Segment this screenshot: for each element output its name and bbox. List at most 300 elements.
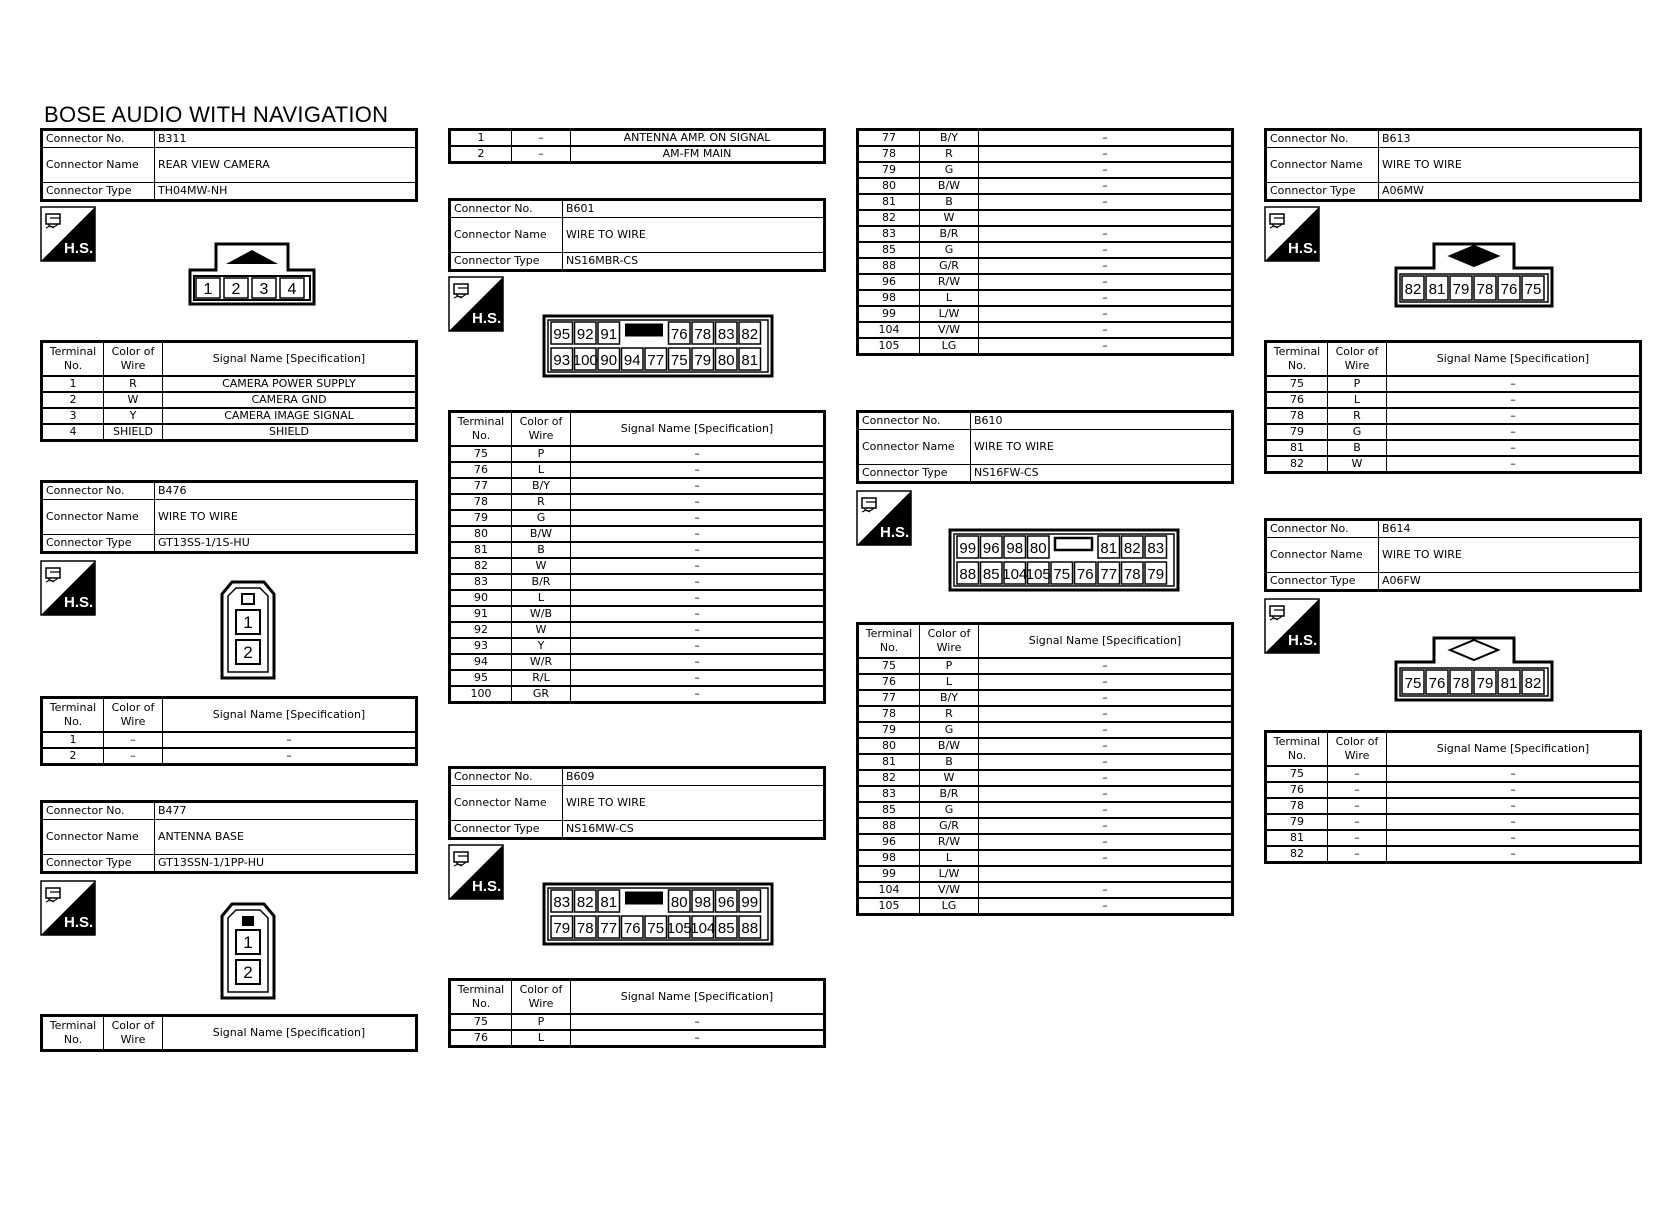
connector-no-value: B311 bbox=[155, 130, 417, 148]
terminal-no-cell: 92 bbox=[450, 622, 512, 638]
table-row bbox=[450, 462, 825, 478]
pin-number: 93 bbox=[553, 352, 571, 369]
wire-color-cell: W bbox=[920, 210, 979, 226]
terminal-no-cell: 105 bbox=[858, 338, 920, 355]
connector-face-b613 bbox=[1394, 242, 1554, 308]
hs-badge-icon bbox=[40, 880, 96, 936]
signal-table-b477-continued bbox=[448, 128, 826, 164]
pin-number: 104 bbox=[690, 920, 716, 937]
connector-no-label: Connector No. bbox=[1266, 130, 1379, 148]
table-row bbox=[1266, 408, 1641, 424]
signal-name-cell: – bbox=[979, 882, 1233, 898]
connector-header-b601 bbox=[448, 198, 826, 272]
signal-name-cell: – bbox=[1387, 766, 1641, 782]
connector-name-label: Connector Name bbox=[450, 218, 563, 253]
signal-name-cell: – bbox=[1387, 814, 1641, 830]
color-of-wire-header: Color of Wire bbox=[920, 624, 979, 659]
table-row bbox=[858, 722, 1233, 738]
table-row bbox=[1266, 846, 1641, 863]
pin-number: 77 bbox=[600, 920, 618, 937]
signal-name-cell: – bbox=[163, 748, 417, 765]
wire-color-cell: B/W bbox=[512, 526, 571, 542]
table-row bbox=[858, 194, 1233, 210]
terminal-no-cell: 77 bbox=[858, 690, 920, 706]
connector-type-value: GT13SSN-1/1PP-HU bbox=[155, 855, 417, 873]
signal-name-header: Signal Name [Specification] bbox=[163, 342, 417, 377]
signal-name-cell: – bbox=[571, 590, 825, 606]
wire-color-cell: G bbox=[920, 802, 979, 818]
connector-header-b477 bbox=[40, 800, 418, 874]
hs-badge-label: H.S. bbox=[64, 594, 94, 611]
connector-face-b311 bbox=[188, 242, 318, 314]
pin-number: 95 bbox=[553, 326, 571, 343]
table-row bbox=[450, 574, 825, 590]
pin-number: 91 bbox=[600, 326, 618, 343]
terminal-no-cell: 81 bbox=[450, 542, 512, 558]
signal-name-cell: – bbox=[979, 322, 1233, 338]
wire-color-cell: B bbox=[1328, 440, 1387, 456]
wire-color-cell: L bbox=[512, 590, 571, 606]
table-row bbox=[858, 834, 1233, 850]
signal-name-cell: – bbox=[571, 638, 825, 654]
pin-number: 82 bbox=[1524, 675, 1542, 692]
terminal-no-cell: 81 bbox=[1266, 830, 1328, 846]
wire-color-cell: – bbox=[512, 146, 571, 163]
pin-number: 75 bbox=[647, 920, 665, 937]
signal-name-cell: – bbox=[979, 242, 1233, 258]
connector-face-b601 bbox=[542, 314, 774, 378]
terminal-no-cell: 96 bbox=[858, 834, 920, 850]
wire-color-cell: G/R bbox=[920, 258, 979, 274]
table-row bbox=[450, 638, 825, 654]
terminal-no-cell: 104 bbox=[858, 882, 920, 898]
connector-no-label: Connector No. bbox=[1266, 520, 1379, 538]
connector-name-value: WIRE TO WIRE bbox=[1379, 148, 1641, 183]
wire-color-cell: W bbox=[512, 622, 571, 638]
pin-number: 2 bbox=[243, 643, 253, 662]
wire-color-cell: – bbox=[104, 748, 163, 765]
connector-type-value: NS16MBR-CS bbox=[563, 253, 825, 271]
wire-color-cell: W/R bbox=[512, 654, 571, 670]
wire-color-cell: G bbox=[512, 510, 571, 526]
terminal-no-cell: 3 bbox=[42, 408, 104, 424]
wire-color-cell: B/R bbox=[920, 786, 979, 802]
wire-color-cell: LG bbox=[920, 898, 979, 915]
pin-number: 82 bbox=[1123, 540, 1141, 557]
signal-table-b477 bbox=[40, 1014, 418, 1052]
pin-number: 2 bbox=[231, 281, 241, 298]
connector-type-value: A06FW bbox=[1379, 573, 1641, 591]
hs-badge-icon bbox=[40, 560, 96, 616]
pin-number: 81 bbox=[600, 894, 618, 911]
pin-number: 80 bbox=[1029, 540, 1047, 557]
table-row bbox=[450, 130, 825, 147]
table-row bbox=[450, 526, 825, 542]
terminal-no-cell: 82 bbox=[858, 210, 920, 226]
table-row bbox=[858, 162, 1233, 178]
wire-color-cell: Y bbox=[512, 638, 571, 654]
keyway bbox=[1055, 538, 1092, 550]
connector-name-value: WIRE TO WIRE bbox=[563, 218, 825, 253]
terminal-no-cell: 99 bbox=[858, 866, 920, 882]
signal-name-cell: – bbox=[979, 130, 1233, 147]
signal-name-header: Signal Name [Specification] bbox=[571, 980, 825, 1015]
wire-color-cell: – bbox=[1328, 830, 1387, 846]
connector-no-label: Connector No. bbox=[42, 130, 155, 148]
table-row bbox=[42, 376, 417, 392]
terminal-no-cell: 78 bbox=[858, 706, 920, 722]
pin-number: 88 bbox=[959, 566, 977, 583]
connector-face-b610 bbox=[948, 528, 1180, 592]
signal-name-cell: – bbox=[571, 654, 825, 670]
terminal-no-cell: 95 bbox=[450, 670, 512, 686]
signal-name-cell: – bbox=[571, 622, 825, 638]
wire-color-cell: L bbox=[920, 290, 979, 306]
signal-name-cell: – bbox=[571, 670, 825, 686]
signal-name-cell: – bbox=[979, 306, 1233, 322]
table-row bbox=[858, 274, 1233, 290]
pin-number: 85 bbox=[717, 920, 735, 937]
connector-no-label: Connector No. bbox=[42, 802, 155, 820]
wire-color-cell: – bbox=[1328, 766, 1387, 782]
terminal-no-cell: 77 bbox=[858, 130, 920, 147]
wire-color-cell: R bbox=[104, 376, 163, 392]
wire-color-cell: SHIELD bbox=[104, 424, 163, 441]
signal-name-cell: – bbox=[979, 754, 1233, 770]
color-of-wire-header: Color of Wire bbox=[1328, 342, 1387, 377]
terminal-no-cell: 76 bbox=[1266, 782, 1328, 798]
pin-number: 79 bbox=[694, 352, 712, 369]
signal-name-cell: – bbox=[1387, 408, 1641, 424]
table-row bbox=[858, 818, 1233, 834]
signal-name-cell: – bbox=[979, 226, 1233, 242]
table-row bbox=[450, 606, 825, 622]
wire-color-cell: R bbox=[920, 146, 979, 162]
connector-type-label: Connector Type bbox=[42, 855, 155, 873]
terminal-no-cell: 82 bbox=[450, 558, 512, 574]
table-row bbox=[450, 558, 825, 574]
table-row bbox=[1266, 782, 1641, 798]
pin-number: 78 bbox=[1476, 281, 1494, 298]
terminal-no-cell: 82 bbox=[858, 770, 920, 786]
wire-color-cell: P bbox=[512, 446, 571, 462]
terminal-no-cell: 98 bbox=[858, 850, 920, 866]
pin-number: 75 bbox=[1404, 675, 1422, 692]
pin-number: 82 bbox=[1404, 281, 1422, 298]
table-row bbox=[858, 802, 1233, 818]
connector-no-value: B609 bbox=[563, 768, 825, 786]
table-row bbox=[450, 1014, 825, 1030]
connector-name-value: REAR VIEW CAMERA bbox=[155, 148, 417, 183]
pin-number: 80 bbox=[717, 352, 735, 369]
wire-color-cell: P bbox=[920, 658, 979, 674]
pin-number: 105 bbox=[1025, 566, 1051, 583]
table-row bbox=[858, 770, 1233, 786]
color-of-wire-header: Color of Wire bbox=[512, 980, 571, 1015]
pin-number: 75 bbox=[670, 352, 688, 369]
signal-table-b609 bbox=[448, 978, 826, 1048]
connector-no-value: B613 bbox=[1379, 130, 1641, 148]
wire-color-cell: V/W bbox=[920, 322, 979, 338]
wire-color-cell: – bbox=[1328, 814, 1387, 830]
signal-name-cell: – bbox=[979, 194, 1233, 210]
wire-color-cell: W bbox=[104, 392, 163, 408]
terminal-no-cell: 79 bbox=[858, 162, 920, 178]
signal-name-cell: – bbox=[979, 658, 1233, 674]
signal-name-header: Signal Name [Specification] bbox=[979, 624, 1233, 659]
terminal-no-cell: 4 bbox=[42, 424, 104, 441]
table-row bbox=[450, 446, 825, 462]
terminal-no-cell: 81 bbox=[858, 194, 920, 210]
signal-name-cell: – bbox=[571, 558, 825, 574]
connector-no-label: Connector No. bbox=[858, 412, 971, 430]
table-row bbox=[858, 290, 1233, 306]
pin-number: 3 bbox=[259, 281, 269, 298]
terminal-no-cell: 77 bbox=[450, 478, 512, 494]
connector-header-b610 bbox=[856, 410, 1234, 484]
terminal-no-cell: 76 bbox=[450, 1030, 512, 1047]
terminal-no-cell: 78 bbox=[1266, 798, 1328, 814]
table-row bbox=[858, 690, 1233, 706]
wire-color-cell: B bbox=[920, 754, 979, 770]
terminal-no-cell: 2 bbox=[42, 748, 104, 765]
table-row bbox=[858, 146, 1233, 162]
table-row bbox=[858, 786, 1233, 802]
connector-no-value: B601 bbox=[563, 200, 825, 218]
wire-color-cell: L bbox=[512, 1030, 571, 1047]
terminal-no-cell: 90 bbox=[450, 590, 512, 606]
signal-name-cell: – bbox=[571, 1014, 825, 1030]
table-row bbox=[858, 658, 1233, 674]
table-row bbox=[858, 674, 1233, 690]
connector-name-value: ANTENNA BASE bbox=[155, 820, 417, 855]
terminal-no-cell: 94 bbox=[450, 654, 512, 670]
wire-color-cell: R/W bbox=[920, 834, 979, 850]
connector-type-value: NS16MW-CS bbox=[563, 821, 825, 839]
pin-number: 78 bbox=[1452, 675, 1470, 692]
pin-number: 82 bbox=[576, 894, 594, 911]
table-row bbox=[450, 146, 825, 163]
table-row bbox=[450, 510, 825, 526]
wire-color-cell: – bbox=[512, 130, 571, 147]
signal-name-cell: – bbox=[571, 1030, 825, 1047]
terminal-no-cell: 99 bbox=[858, 306, 920, 322]
pin-number: 76 bbox=[1428, 675, 1446, 692]
keyway bbox=[626, 892, 663, 904]
terminal-no-cell: 78 bbox=[858, 146, 920, 162]
wire-color-cell: L bbox=[1328, 392, 1387, 408]
connector-no-value: B614 bbox=[1379, 520, 1641, 538]
signal-name-cell: – bbox=[979, 738, 1233, 754]
table-row bbox=[858, 258, 1233, 274]
wire-color-cell: B/Y bbox=[920, 690, 979, 706]
table-row bbox=[42, 392, 417, 408]
terminal-no-cell: 78 bbox=[1266, 408, 1328, 424]
signal-name-cell: – bbox=[979, 338, 1233, 355]
wire-color-cell: G bbox=[920, 722, 979, 738]
pin-number: 76 bbox=[1500, 281, 1518, 298]
terminal-no-cell: 79 bbox=[450, 510, 512, 526]
pin-number: 76 bbox=[670, 326, 688, 343]
terminal-no-cell: 78 bbox=[450, 494, 512, 510]
terminal-no-cell: 75 bbox=[1266, 766, 1328, 782]
signal-name-cell: – bbox=[571, 462, 825, 478]
connector-face-b477 bbox=[220, 902, 276, 1002]
signal-name-cell: AM-FM MAIN bbox=[571, 146, 825, 163]
terminal-no-cell: 91 bbox=[450, 606, 512, 622]
connector-type-value: GT13SS-1/1S-HU bbox=[155, 535, 417, 553]
pin-number: 81 bbox=[1428, 281, 1446, 298]
color-of-wire-header: Color of Wire bbox=[512, 412, 571, 447]
connector-type-label: Connector Type bbox=[1266, 183, 1379, 201]
signal-name-header: Signal Name [Specification] bbox=[163, 698, 417, 733]
signal-name-cell: – bbox=[979, 178, 1233, 194]
connector-name-label: Connector Name bbox=[450, 786, 563, 821]
signal-name-cell: – bbox=[1387, 830, 1641, 846]
wire-color-cell: P bbox=[512, 1014, 571, 1030]
table-row bbox=[858, 866, 1233, 882]
connector-name-label: Connector Name bbox=[42, 148, 155, 183]
signal-name-cell: CAMERA GND bbox=[163, 392, 417, 408]
table-row bbox=[858, 882, 1233, 898]
signal-table-b476 bbox=[40, 696, 418, 766]
wire-color-cell: B/R bbox=[512, 574, 571, 590]
wire-color-cell: B/W bbox=[920, 738, 979, 754]
terminal-no-cell: 80 bbox=[858, 178, 920, 194]
terminal-no-header: Terminal No. bbox=[42, 342, 104, 377]
wire-color-cell: B/R bbox=[920, 226, 979, 242]
signal-name-cell: ANTENNA AMP. ON SIGNAL bbox=[571, 130, 825, 147]
table-row bbox=[450, 670, 825, 686]
hs-badge-label: H.S. bbox=[64, 914, 94, 931]
pin-number: 75 bbox=[1053, 566, 1071, 583]
terminal-no-cell: 85 bbox=[858, 802, 920, 818]
wire-color-cell: P bbox=[1328, 376, 1387, 392]
terminal-no-cell: 88 bbox=[858, 818, 920, 834]
signal-name-header: Signal Name [Specification] bbox=[1387, 732, 1641, 767]
terminal-no-cell: 1 bbox=[42, 732, 104, 748]
terminal-no-cell: 93 bbox=[450, 638, 512, 654]
hs-badge-icon bbox=[448, 276, 504, 332]
table-row bbox=[450, 1030, 825, 1047]
wire-color-cell: R/L bbox=[512, 670, 571, 686]
terminal-no-cell: 75 bbox=[1266, 376, 1328, 392]
wire-color-cell: L bbox=[920, 674, 979, 690]
connector-no-label: Connector No. bbox=[42, 482, 155, 500]
wire-color-cell: V/W bbox=[920, 882, 979, 898]
terminal-no-cell: 2 bbox=[42, 392, 104, 408]
pin-number: 76 bbox=[623, 920, 641, 937]
hs-badge-label: H.S. bbox=[472, 878, 502, 895]
wire-color-cell: Y bbox=[104, 408, 163, 424]
table-row bbox=[450, 542, 825, 558]
connector-name-label: Connector Name bbox=[42, 820, 155, 855]
pin-number: 81 bbox=[1100, 540, 1118, 557]
signal-name-header: Signal Name [Specification] bbox=[571, 412, 825, 447]
signal-name-cell: – bbox=[979, 818, 1233, 834]
pin-number: 98 bbox=[694, 894, 712, 911]
terminal-no-cell: 75 bbox=[450, 1014, 512, 1030]
table-row bbox=[858, 738, 1233, 754]
table-row bbox=[450, 494, 825, 510]
pin-number: 1 bbox=[243, 933, 253, 952]
connector-type-label: Connector Type bbox=[858, 465, 971, 483]
terminal-no-header: Terminal No. bbox=[450, 412, 512, 447]
signal-name-cell: – bbox=[979, 706, 1233, 722]
signal-name-cell: – bbox=[1387, 456, 1641, 473]
connector-header-b614 bbox=[1264, 518, 1642, 592]
pin-number: 79 bbox=[1476, 675, 1494, 692]
signal-name-cell: – bbox=[979, 770, 1233, 786]
signal-table-b613 bbox=[1264, 340, 1642, 474]
terminal-no-cell: 79 bbox=[1266, 814, 1328, 830]
terminal-no-cell: 98 bbox=[858, 290, 920, 306]
signal-name-cell: – bbox=[979, 674, 1233, 690]
signal-table-b609-continued bbox=[856, 128, 1234, 356]
connector-face-b609 bbox=[542, 882, 774, 946]
pin-number: 79 bbox=[1452, 281, 1470, 298]
signal-name-cell: – bbox=[979, 274, 1233, 290]
hs-badge-icon bbox=[40, 206, 96, 262]
table-row bbox=[858, 706, 1233, 722]
wire-color-cell: L/W bbox=[920, 866, 979, 882]
signal-name-cell: – bbox=[1387, 846, 1641, 863]
hs-badge-label: H.S. bbox=[472, 310, 502, 327]
connector-type-value: NS16FW-CS bbox=[971, 465, 1233, 483]
pin-number: 78 bbox=[576, 920, 594, 937]
terminal-no-cell: 2 bbox=[450, 146, 512, 163]
pin-number: 100 bbox=[572, 352, 598, 369]
table-row bbox=[1266, 766, 1641, 782]
table-row bbox=[42, 408, 417, 424]
terminal-no-cell: 81 bbox=[1266, 440, 1328, 456]
connector-type-label: Connector Type bbox=[42, 535, 155, 553]
wire-color-cell: B/W bbox=[920, 178, 979, 194]
terminal-no-cell: 104 bbox=[858, 322, 920, 338]
connector-header-b311 bbox=[40, 128, 418, 202]
connector-no-label: Connector No. bbox=[450, 200, 563, 218]
signal-name-cell: – bbox=[979, 802, 1233, 818]
hs-badge-icon bbox=[856, 490, 912, 546]
terminal-no-cell: 79 bbox=[858, 722, 920, 738]
pin-number: 94 bbox=[623, 352, 641, 369]
pin-number: 77 bbox=[647, 352, 665, 369]
wire-color-cell: L bbox=[920, 850, 979, 866]
pin-number: 88 bbox=[741, 920, 759, 937]
connector-name-value: WIRE TO WIRE bbox=[1379, 538, 1641, 573]
signal-name-cell: CAMERA IMAGE SIGNAL bbox=[163, 408, 417, 424]
table-row bbox=[1266, 440, 1641, 456]
page-title: BOSE AUDIO WITH NAVIGATION bbox=[44, 102, 389, 127]
hs-badge-icon bbox=[448, 844, 504, 900]
pin-number: 1 bbox=[203, 281, 213, 298]
signal-name-cell: – bbox=[979, 834, 1233, 850]
table-row bbox=[42, 732, 417, 748]
table-row bbox=[858, 850, 1233, 866]
terminal-no-header: Terminal No. bbox=[1266, 342, 1328, 377]
signal-name-cell: – bbox=[979, 722, 1233, 738]
pin-number: 82 bbox=[741, 326, 759, 343]
terminal-no-cell: 75 bbox=[858, 658, 920, 674]
pin-number: 105 bbox=[666, 920, 692, 937]
table-row bbox=[858, 242, 1233, 258]
pin-number: 85 bbox=[982, 566, 1000, 583]
signal-name-cell: – bbox=[571, 574, 825, 590]
signal-name-cell: – bbox=[1387, 392, 1641, 408]
signal-name-cell: – bbox=[571, 446, 825, 462]
terminal-no-header: Terminal No. bbox=[858, 624, 920, 659]
wire-color-cell: R bbox=[920, 706, 979, 722]
